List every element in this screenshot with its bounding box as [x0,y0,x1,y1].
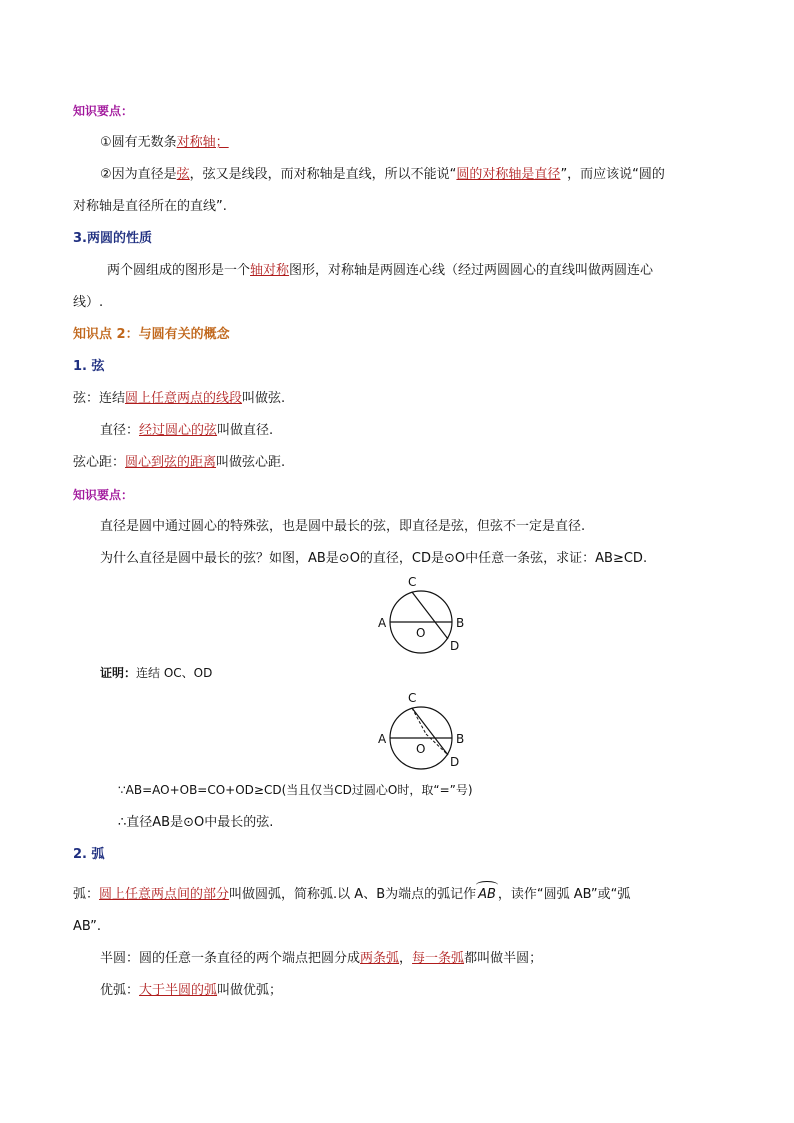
arc-ab-symbol: AB [476,886,498,904]
label-c: C [408,691,417,705]
segment-oc [412,708,426,734]
label-a: A [378,732,387,746]
arc-definition-continued: AB”. [73,919,101,934]
circle-figure-2 [374,688,474,770]
point-1: ①圆有无数条对称轴； [100,135,229,150]
proof-because: ∵AB=AO+OB=CO+OD≥CD(当且仅当CD过圆心O时，取“=”号) [118,783,473,797]
label-a: A [378,616,387,630]
label-c: C [408,575,417,589]
label-o: O [416,742,426,756]
subsection-chord-heading: 1. 弦 [73,359,105,374]
label-b: B [456,732,465,746]
major-arc-definition: 优弧：大于半圆的弧叫做优弧； [100,983,283,998]
semicircle-definition: 半圆：圆的任意一条直径的两个端点把圆分成两条弧，每一条弧都叫做半圆； [100,951,543,966]
label-d: D [450,639,460,653]
label-b: B [456,616,465,630]
label-d: D [450,755,460,769]
subsection-arc-heading: 2. 弧 [73,847,105,862]
diameter-definition: 直径：经过圆心的弦叫做直径. [100,423,274,438]
point-2: ②因为直径是弦，弦又是线段，而对称轴是直线，所以不能说“圆的对称轴是直径”，而应该说“圆的 [100,167,665,182]
label-o: O [416,626,426,640]
section-heading-key-points-2: 知识要点： [73,488,134,502]
circle-figure-1 [374,572,474,654]
arc-definition: 弧：圆上任意两点间的部分叫做圆弧，简称弧.以 A、B为端点的弧记作 AB ，读作“圆弧 AB”或“弧 [73,886,630,904]
segment-od [426,734,448,755]
proof-line: 证明：连结 OC、OD [100,666,213,680]
knowledge-point-2-heading: 知识点 2：与圆有关的概念 [73,327,230,342]
section-heading-key-points: 知识要点： [73,104,134,118]
two-circles-text-continued: 线）. [73,295,104,310]
section-heading-two-circles: 3.两圆的性质 [73,231,152,246]
two-circles-text: 两个圆组成的图形是一个轴对称图形，对称轴是两圆连心线（经过两圆圆心的直线叫做两圆连心 [107,263,654,278]
note-diameter-longest: 直径是圆中通过圆心的特殊弦，也是圆中最长的弦，即直径是弦，但弦不一定是直径. [100,519,586,534]
proof-therefore: ∴直径AB是⊙O中最长的弦. [118,815,274,830]
chord-distance-definition: 弦心距：圆心到弦的距离叫做弦心距. [73,455,286,470]
note-question: 为什么直径是圆中最长的弦？如图，AB是⊙O的直径，CD是⊙O中任意一条弦，求证：AB≥CD. [100,551,648,566]
chord-definition: 弦：连结圆上任意两点的线段叫做弦. [73,391,286,406]
point-2-continued: 对称轴是直径所在的直线”. [73,199,227,214]
